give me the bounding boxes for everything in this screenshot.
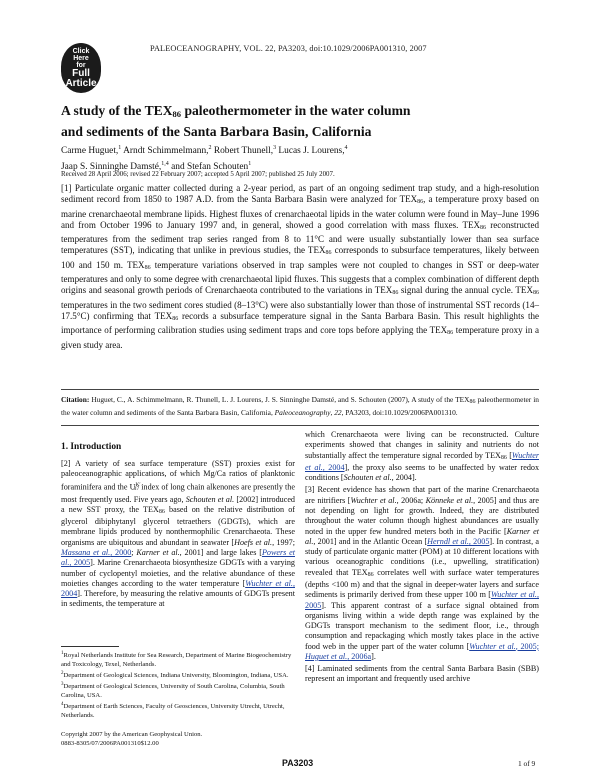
author-name: Carme Huguet, [61, 146, 119, 157]
author-name: Lucas J. Lourens, [278, 146, 345, 157]
paragraph: [3] Recent evidence has shown that part of the marine Crenarchaeota are nitrifiers [Wuchter et al., 2006a; Könneke et al., 2005] and thus are not depending on light for growth. Indeed, they are distributed throughout the water column though highest abundances are usually noted in the upper few hundred meters both in the Pacific [Karner et al., 2001] and in the Atlantic Ocean [Herndl et al., 2005]. In contrast, a study of particulate organic matter (POM) at 10 different locations with various oceanographic conditions (i.e., upwelling, stratification) revealed that $TEX_{86}$ correlates well with surface water temperatures (depths <100 m) and that the signal in deeper-water layers and surface sediments is primarily derived from these upper 100 m [Wuchter et al., 2005]. This apparent contrast of a surface signal obtained from organisms living within a wide depth range was explained by the GDGTs transport mechanism to the sediment floor, i.e., through consumption and repackaging which mostly takes place in the active food web in the upper part of the water column [Wuchter et al., 2005; Huguet et al., 2006a]. [305, 485, 539, 661]
divider [61, 425, 539, 426]
footnote: $^3$Department of Geological Sciences, University of South Carolina, Columbia, South Carolina, USA. [61, 682, 285, 700]
reference-link[interactable]: Herndl et al., 2005 [427, 536, 490, 546]
received-dates: Received 28 April 2006; revised 22 February 2007; accepted 5 April 2007; published 25 July 2007. [61, 171, 335, 178]
divider [61, 389, 539, 390]
reference-link[interactable]: Wuchter et al., 2005 [305, 590, 539, 610]
page-identifier: PA3203 [282, 758, 314, 768]
article-title: A study of the $TEX_{86}$ paleothermometer in the water column and sediments of the Santa Barbara Basin, California [61, 103, 411, 139]
reference-link[interactable]: Powers et al., 2005 [61, 547, 295, 568]
paragraph-mark: [1] [61, 183, 72, 193]
paragraph: [2] A variety of sea surface temperature (SST) proxies exist for paleoceanographic applications, of which Mg/Ca ratios of planktonic foraminifera and the $U^{K'}_{37}$ index of long chain alkenones are presently the most frequently used. Five years ago, Schouten et al. [2002] introduced a new SST proxy, the $TEX_{86}$ based on the relative distribution of glycerol dibiphytanyl glycerol tetraethers (GDGTs), which are membrane lipids produced by nonthermophilic Crenarchaeota. These organisms are ubiquitous and abundant in seawater [Hoefs et al., 1997; Massana et al., 2000; Karner et al., 2001] and large lakes [Powers et al., 2005]. Marine Crenarchaeota biosynthesize GDGTs with a varying number of cyclopentyl moieties, and the relative abundance of these moieties changes according to the water temperature [Wuchter et al., 2004]. Therefore, by measuring the relative amounts of GDGTs present in sediments, the temperature at [61, 459, 295, 609]
reference-link[interactable]: Wuchter et al., 2004 [61, 578, 295, 599]
footnote: $^1$Royal Netherlands Institute for Sea Research, Department of Marine Biogeochemistry and Toxicology, Texel, Netherlands. [61, 651, 292, 669]
badge-line-click: Click [72, 47, 90, 55]
author-list: Carme Huguet,$^1$ Arndt Schimmelmann,$^2$ Robert Thunell,$^3$ Lucas J. Lourens,$^4$ Jaap S. Sinninghe Damsté,$^{1,4}$ and Stefan Schouten$^1$ [61, 145, 348, 173]
citation: Citation: Huguet, C., A. Schimmelmann, R. Thunell, L. J. Lourens, J. S. Sinninghe Damsté, and S. Schouten (2007), A study of the $TEX_{86}$ paleothermometer in the water column and sediments of the Santa Barbara Basin, California, Paleoceanography, 22, PA3203, doi:10.1029/2006PA001310. [61, 395, 539, 417]
author-name: Robert Thunell, [213, 146, 274, 157]
reference-link[interactable]: Wuchter et al., 2005; Huguet et al., 2006a [305, 641, 539, 661]
badge-line-for: for [76, 61, 86, 69]
badge-line-full: Full [72, 67, 90, 79]
author-name: Arndt Schimmelmann, [123, 146, 209, 157]
running-head: PALEOCEANOGRAPHY, VOL. 22, PA3203, doi:10.1029/2006PA001310, 2007 [150, 44, 427, 53]
paragraph: [4] Laminated sediments from the central Santa Barbara Basin (SBB) represent an important and frequently used archive [305, 664, 539, 684]
badge-line-here: Here [73, 54, 89, 62]
copyright-notice: Copyright 2007 by the American Geophysical Union. 0883-8305/07/2006PA001310$12.00 [61, 731, 203, 747]
full-article-badge[interactable] [61, 43, 101, 93]
reference-link[interactable]: Wuchter et al., 2004 [305, 450, 539, 472]
affiliations-footnotes [61, 650, 295, 721]
author-name: Jaap S. Sinninghe Damsté, [61, 162, 162, 173]
page-number: 1 of 9 [518, 759, 536, 768]
footnote: $^4$Department of Earth Sciences, Faculty of Geosciences, University Utrecht, Utrecht, Netherlands. [61, 702, 285, 720]
section-heading: 1. Introduction [61, 442, 122, 452]
author-name: and Stefan Schouten [171, 162, 249, 173]
right-column [305, 430, 539, 685]
abstract: [1] Particulate organic matter collected during a 2-year period, as part of an ongoing sediment trap study, and a high-resolution sediment record from 1850 to 1987 A.D. from the Santa Barbara Basin were analyzed for $TEX_{86}$, a temperature proxy based on marine crenarchaeotal membrane lipids. Highest fluxes of crenarchaeotal lipids in the water column were found in May–June 1996 and from October 1996 to January 1997 and, in general, showed a good correlation with mass fluxes. $TEX_{86}$ reconstructed temperatures from the sediment trap series ranged from 8 to 11°C and were usually substantially lower than sea surface temperatures (SST), indicating that unlike in previous studies, the $TEX_{86}$ corresponds to subsurface temperatures, likely between 100 and 150 m. $TEX_{86}$ temperature variations observed in trap samples were not coupled to changes in SST or deep-water temperatures and only to some degree with crenarchaeotal lipid fluxes. This suggests that a complex combination of different depth origins and seasonal growth periods of Crenarchaeota contributed to the variations in $TEX_{86}$ signal during the annual cycle. $TEX_{86}$ temperatures in the two sediment cores studied (8–13°C) were also substantially lower than those of instrumental SST records (14–17.5°C) confirming that $TEX_{86}$ records a subsurface temperature signal in the Santa Barbara Basin. This result highlights the importance of performing calibration studies using sediment traps and core tops before applying the $TEX_{86}$ temperature proxy in a given study area. [61, 183, 540, 350]
badge-line-article: Article [65, 77, 97, 89]
footnote: $^2$Department of Geological Sciences, Indiana University, Bloomington, Indiana, USA. [61, 671, 289, 680]
left-column [61, 441, 295, 610]
reference-link[interactable]: Massana et al., 2000 [61, 547, 132, 557]
footnote-divider [61, 646, 119, 647]
paragraph: which Crenarchaeota were living can be reconstructed. Culture experiments showed that changes in salinity and nutrients do not substantially affect the temperature signal recorded by $TEX_{86}$ [Wuchter et al., 2004], the proxy also seems to be unaffected by water redox conditions [Schouten et al., 2004]. [305, 430, 540, 483]
